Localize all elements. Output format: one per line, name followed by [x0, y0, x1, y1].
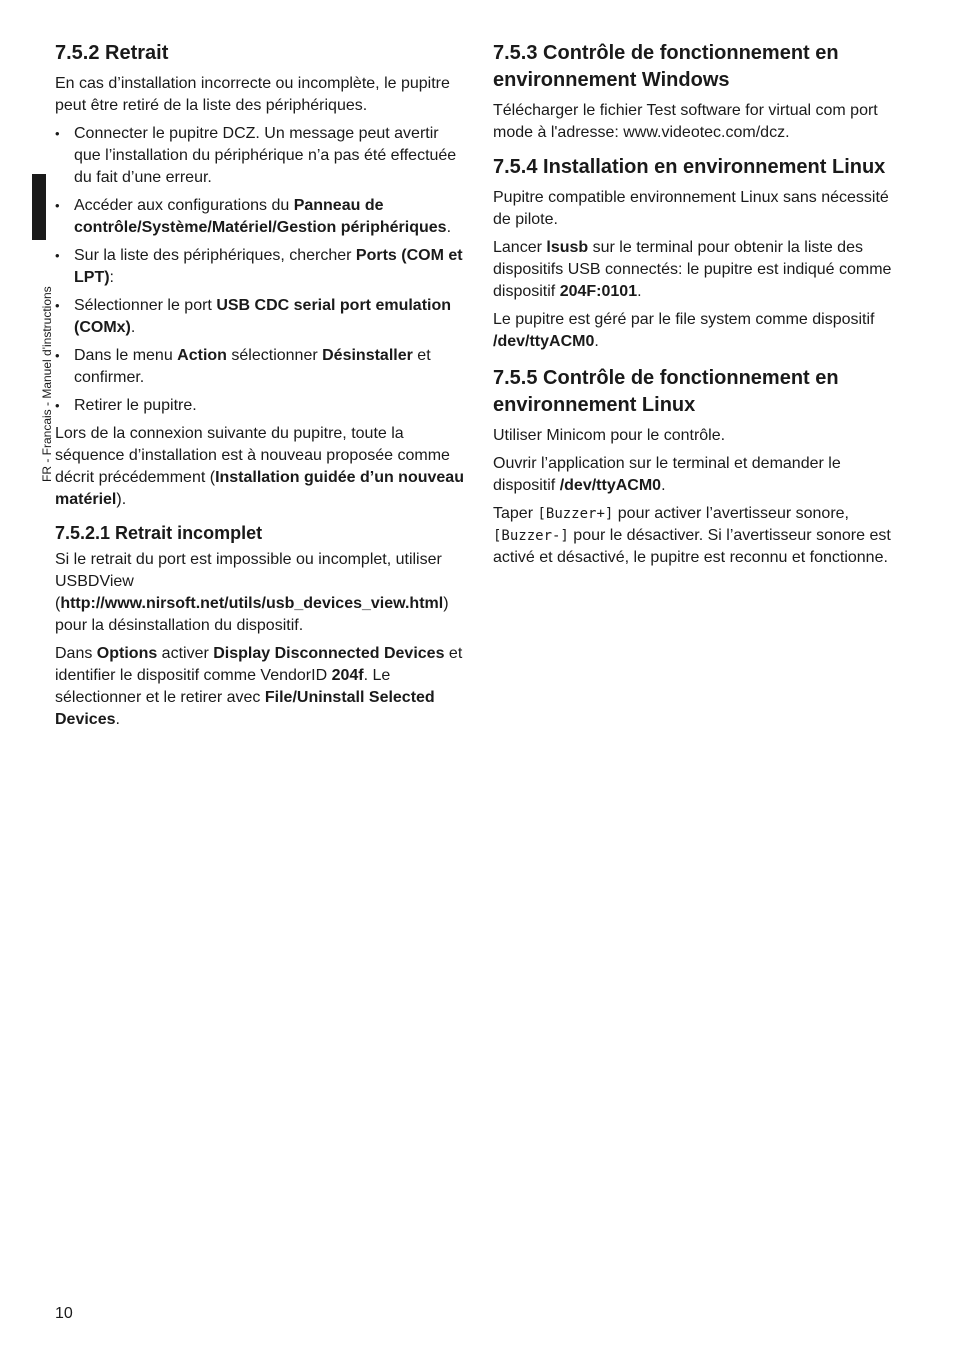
paragraph: Taper [Buzzer+] pour activer l’avertisseur sonore, [Buzzer-] pour le désactiver. Si l’avertisseur sonore est activé et désactivé, le pupitre est reconnu et fonctionne. [493, 505, 891, 566]
list-item-text: sélectionner [226, 347, 323, 364]
section-7-5-2-1 [55, 521, 465, 731]
list-item-emphasis: USB CDC serial port emulation (COMx) [74, 297, 452, 336]
list-item [55, 123, 465, 189]
list-item-text: Accéder aux configurations du [74, 197, 294, 214]
paragraph: Télécharger le fichier Test software for virtual com port mode à l'adresse: www.videotec.com/dcz. [493, 102, 878, 141]
list-item [55, 345, 465, 389]
list-item [55, 395, 465, 417]
sidebar-label: FR - Francais - Manuel d'instructions [40, 286, 54, 482]
paragraph: Dans Options activer Display Disconnected Devices et identifier le dispositif comme VendorID 204f. Le sélectionner et le retirer avec File/Uninstall Selected Devices. [55, 645, 463, 728]
list-item [55, 295, 465, 339]
list-item-text: Dans le menu [74, 347, 178, 364]
list-item [55, 245, 465, 289]
list-item-text: et confirmer. [74, 347, 431, 386]
section-title: 7.5.2 Retrait [55, 42, 169, 64]
section-7-5-3 [493, 40, 903, 144]
section-intro: En cas d’installation incorrecte ou incomplète, le pupitre peut être retiré de la liste des périphériques. [55, 75, 450, 114]
steps-list [55, 123, 465, 417]
page-number: 10 [55, 1305, 73, 1322]
paragraph: Utiliser Minicom pour le contrôle. [493, 427, 726, 444]
url-text: http://www.nirsoft.net/utils/usb_devices_view.html [60, 595, 444, 612]
code-text: [Buzzer-] [493, 528, 569, 544]
list-item-text: Sur la liste des périphériques, chercher [74, 247, 356, 264]
list-item-emphasis: Désinstaller [322, 347, 413, 364]
list-item-text: . [130, 319, 136, 336]
sidebar-marker [32, 174, 46, 240]
list-item [55, 195, 465, 239]
list-item-text: . [446, 219, 452, 236]
section-title: 7.5.5 Contrôle de fonctionnement en environnement Linux [493, 367, 839, 416]
section-title: 7.5.3 Contrôle de fonctionnement en environnement Windows [493, 42, 839, 91]
list-item-emphasis: Action [177, 347, 227, 364]
paragraph: Ouvrir l’application sur le terminal et demander le dispositif /dev/ttyACM0. [493, 455, 841, 494]
section-7-5-5 [493, 365, 903, 569]
section-outro: Lors de la connexion suivante du pupitre, toute la séquence d’installation est à nouveau proposée comme décrit précédemment (Installation guidée d’un nouveau matériel). [55, 425, 464, 508]
paragraph: Lancer lsusb sur le terminal pour obtenir la liste des dispositifs USB connectés: le pupitre est indiqué comme dispositif 204F:0101. [493, 239, 892, 300]
left-column [55, 40, 465, 737]
list-item-text: Sélectionner le port [74, 297, 217, 314]
paragraph: Si le retrait du port est impossible ou incomplet, utiliser USBDView (http://www.nirsoft.net/utils/usb_devices_view.html) pour la désinstallation du dispositif. [55, 551, 449, 634]
right-column [493, 40, 903, 575]
section-7-5-2 [55, 40, 465, 511]
list-item-emphasis: Panneau de contrôle/Système/Matériel/Gestion périphériques [74, 197, 447, 236]
list-item-emphasis: Ports (COM et LPT) [74, 247, 463, 286]
list-item-text: : [109, 269, 114, 286]
list-item-text: Connecter le pupitre DCZ. Un message peut avertir que l’installation du périphérique n’a pas été effectuée du fait d’une erreur. [74, 125, 457, 186]
section-7-5-4 [493, 154, 903, 353]
paragraph: Pupitre compatible environnement Linux sans nécessité de pilote. [493, 189, 889, 228]
section-title: 7.5.4 Installation en environnement Linux [493, 156, 886, 178]
subsection-title: 7.5.2.1 Retrait incomplet [55, 523, 263, 543]
code-text: [Buzzer+] [537, 506, 614, 522]
list-item-text: Retirer le pupitre. [74, 397, 197, 414]
paragraph: Le pupitre est géré par le file system comme dispositif /dev/ttyACM0. [493, 311, 875, 350]
